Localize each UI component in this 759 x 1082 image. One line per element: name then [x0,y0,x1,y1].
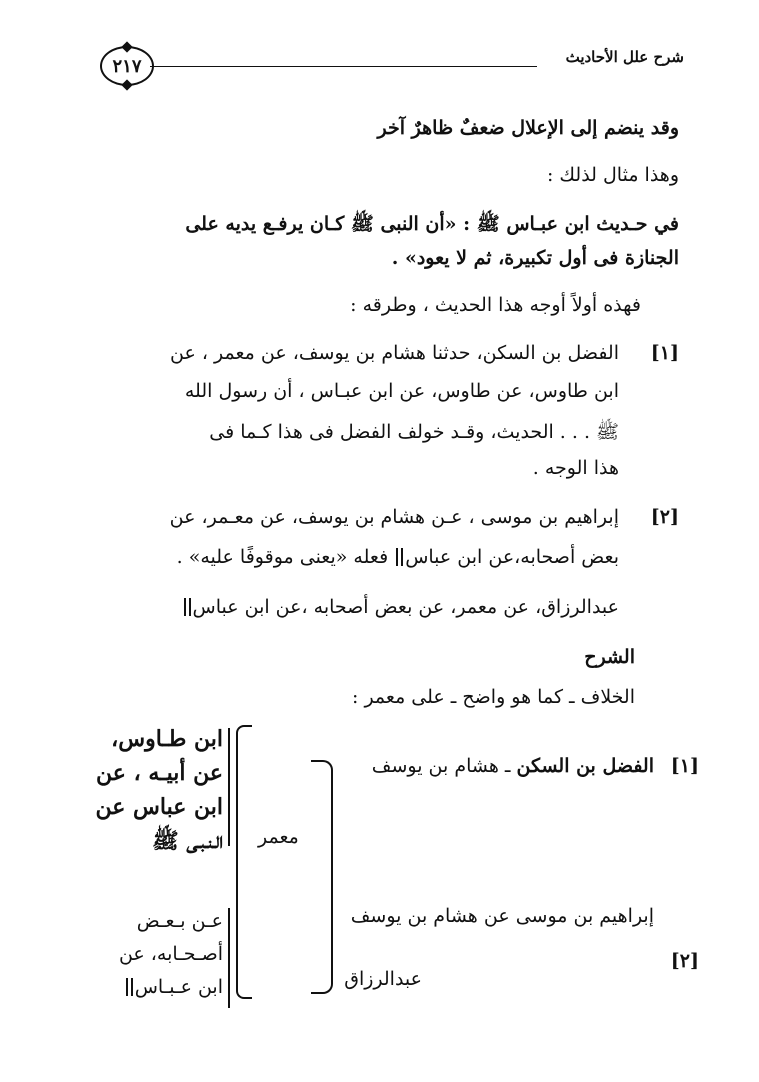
double-bar-mark [126,978,133,996]
route-1-number: [١] [650,342,679,364]
diagram-route-1-rest: ـ هشام بن يوسف [371,755,511,777]
commentary-heading: الشرح [584,646,635,668]
diagram-route-1 [372,755,654,777]
chain-top-line-2: عن أبيـه ، عن [96,760,223,786]
chain-bottom-rule [228,908,230,1008]
double-bar-mark [184,598,191,616]
chain-bottom-line-1: عـن بـعـض [136,910,223,932]
chain-top-line-3: ابن عباس عن [95,794,223,820]
diagram-route-2b: عبدالرزاق [344,968,422,990]
hadith-line-2: الجنازة فى أول تكبيرة، ثم لا يعود» . [391,247,679,269]
page-number: ٢١٧ [112,55,142,77]
route-2-line-2 [177,546,619,568]
diagram-pivot-mamar: معمر [258,826,299,848]
diagram-route-2-number: [٢] [670,950,699,972]
route-2-number: [٢] [650,506,679,528]
left-brace [236,725,252,999]
diagram-route-1-name: الفضل بن السكن [516,755,654,777]
diagram-route-1-number: [١] [670,755,699,777]
section-heading: وقد ينضم إلى الإعلال ضعفٌ ظاهرٌ آخر [377,117,679,139]
example-line: وهذا مثال لذلك : [546,164,679,186]
running-header-title: شرح علل الأحاديث [565,48,684,66]
route-1-line-3: ﷺ . . . الحديث، وقـد خولف الفضل فى هذا كـما فى [209,421,619,443]
route-1-line-2: ابن طاوس، عن طاوس، عن ابن عبـاس ، أن رسول الله [184,380,619,402]
chain-bottom-line-3-text: ابن عـبـاس [134,976,223,998]
route-2-line-2a: بعض أصحابه،عن ابن عباس [405,546,619,568]
chain-top-rule [228,728,230,846]
routes-intro: فهذه أولاً أوجه هذا الحديث ، وطرقه : [350,294,641,316]
diagram-route-2a: إبراهيم بن موسى عن هشام بن يوسف [350,905,654,927]
route-2-line-2b: فعله «يعنى موقوفًا عليه» . [176,546,395,568]
chain-top-line-4: الـنـبـى ﷺ [152,828,223,854]
chain-bottom-line-2: أصـحـابه، عن [118,943,223,965]
chain-bottom-line-3 [119,971,223,1004]
header-rule [150,66,537,67]
route-1-line-1: الفضل بن السكن، حدثنا هشام بن يوسف، عن معمر ، عن [170,342,619,364]
chain-bottom [119,905,223,1004]
double-bar-mark [396,548,403,566]
route-2-line-3-text: عبدالرزاق، عن معمر، عن بعض أصحابه ،عن ابن عباس [192,596,619,618]
route-2-line-1: إبراهيم بن موسى ، عـن هشام بن يوسف، عن معـمر، عن [169,506,619,528]
chain-top [96,722,224,858]
right-brace [311,760,333,994]
commentary-intro: الخلاف ـ كما هو واضح ـ على معمر : [352,686,635,708]
route-1-line-4: هذا الوجه . [532,457,619,479]
page-number-badge [100,46,154,86]
chain-top-line-1: ابن طـاوس، [111,726,223,752]
hadith-line-1: في حـديث ابن عبـاس ﷺ : «أن النبى ﷺ كـان يرفـع يديه على [185,213,679,235]
route-2-line-3 [182,596,619,618]
